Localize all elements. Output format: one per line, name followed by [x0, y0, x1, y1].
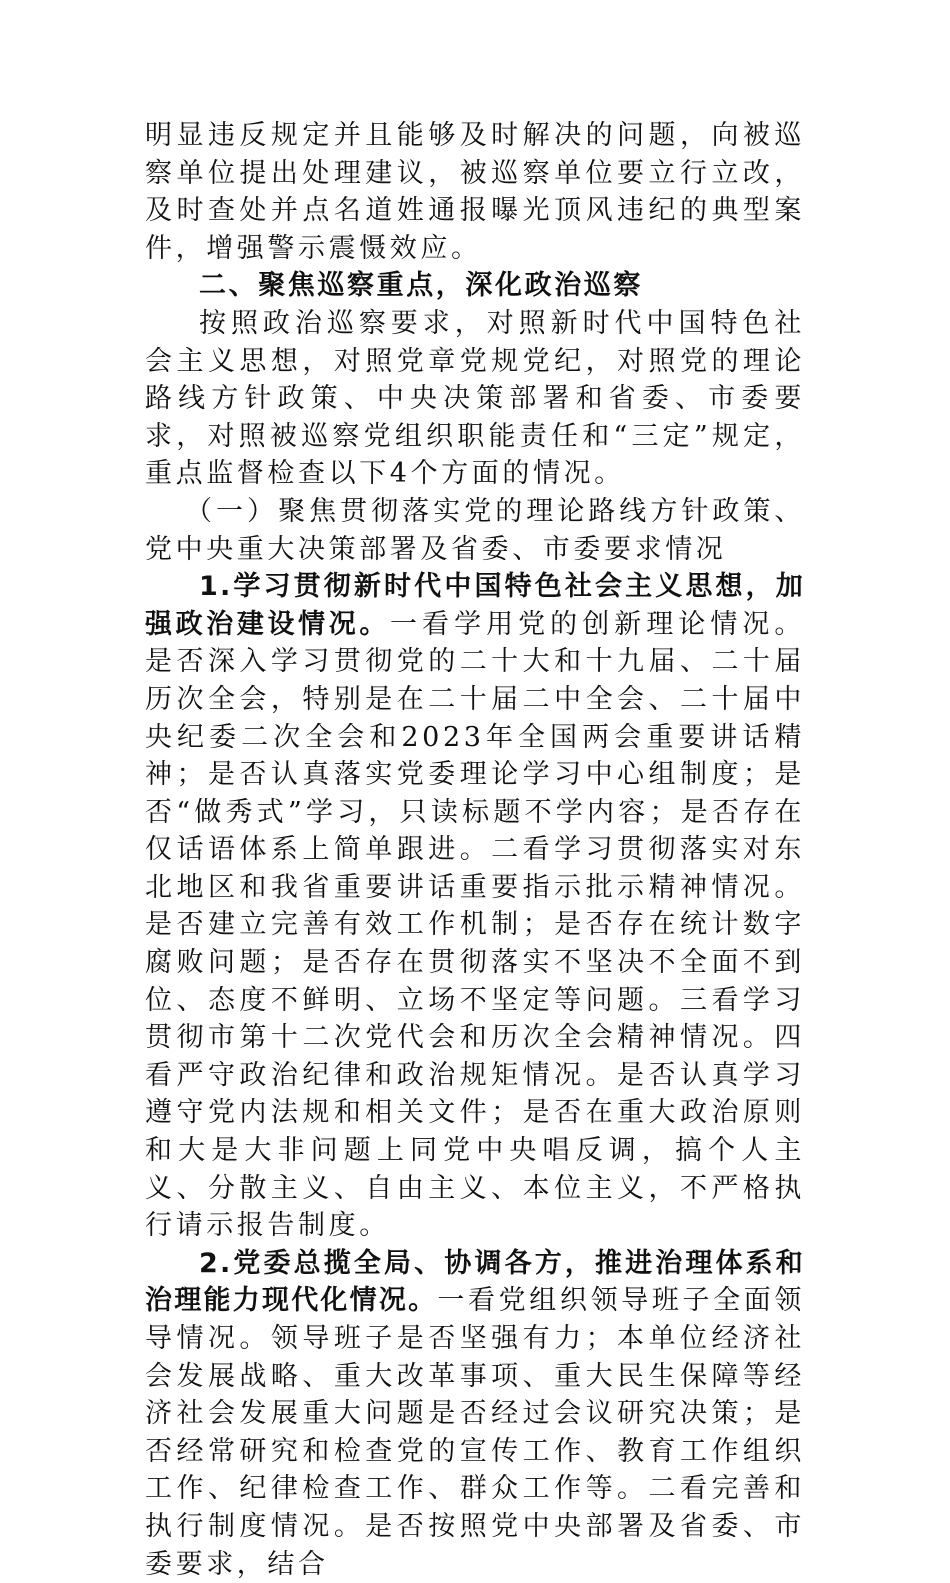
subsection-heading: （一）聚焦贯彻落实党的理论路线方针政策、党中央重大决策部署及省委、市委要求情况 — [145, 495, 805, 565]
item-2-paragraph — [145, 1245, 805, 1583]
section-heading: 二、聚焦巡察重点，深化政治巡察 — [199, 270, 643, 302]
item-2-body: 一看党组织领导班子全面领导情况。领导班子是否坚强有力；本单位经济社会发展战略、重大改革事项、重大民生保障等经济社会发展重大问题是否经过会议研究决策；是否经常研究和检查党的宣传工作、教育工作组织工作、纪律检查工作、群众工作等。二看完善和执行制度情况。是否按照党中央部署及省委、市委要求，结合 — [145, 1285, 806, 1580]
paragraph-continued: 明显违反规定并且能够及时解决的问题，向被巡察单位提出处理建议，被巡察单位要立行立改，及时查处并点名道姓通报曝光顶风违纪的典型案件，增强警示震慑效应。 — [145, 120, 805, 264]
document-page — [145, 117, 805, 1583]
item-2-lead: 2.党委总揽全局、协调各方，推进治理体系和治理能力现代化情况。 — [145, 1247, 805, 1317]
item-1-lead: 1.学习贯彻新时代中国特色社会主义思想，加强政治建设情况。 — [145, 571, 805, 640]
item-1-paragraph — [145, 568, 805, 1245]
section-intro-paragraph: 按照政治巡察要求，对照新时代中国特色社会主义思想，对照党章党规党纪，对照党的理论路线方针政策、中央决策部署和省委、市委要求，对照被巡察党组织职能责任和“三定”规定，重点监督检查以下4个方面的情况。 — [145, 307, 805, 490]
item-1-body: 一看学用党的创新理论情况。是否深入学习贯彻党的二十大和十九届、二十届历次全会，特别是在二十届二中全会、二十届中央纪委二次全会和2023年全国两会重要讲话精神；是否认真落实党委理论学习中心组制度；是否“做秀式”学习，只读标题不学内容；是否存在仅话语体系上简单跟进。二看学习贯彻落实对东北地区和我省重要讲话重要指示批示精神情况。是否建立完善有效工作机制；是否存在统计数字腐败问题；是否存在贯彻落实不坚决不全面不到位、态度不鲜明、立场不坚定等问题。三看学习贯彻市第十二次党代会和历次全会精神情况。四看严守政治纪律和政治规矩情况。是否认真学习遵守党内法规和相关文件；是否在重大政治原则和大是大非问题上同党中央唱反调，搞个人主义、分散主义、自由主义、本位主义，不严格执行请示报告制度。 — [145, 608, 805, 1242]
